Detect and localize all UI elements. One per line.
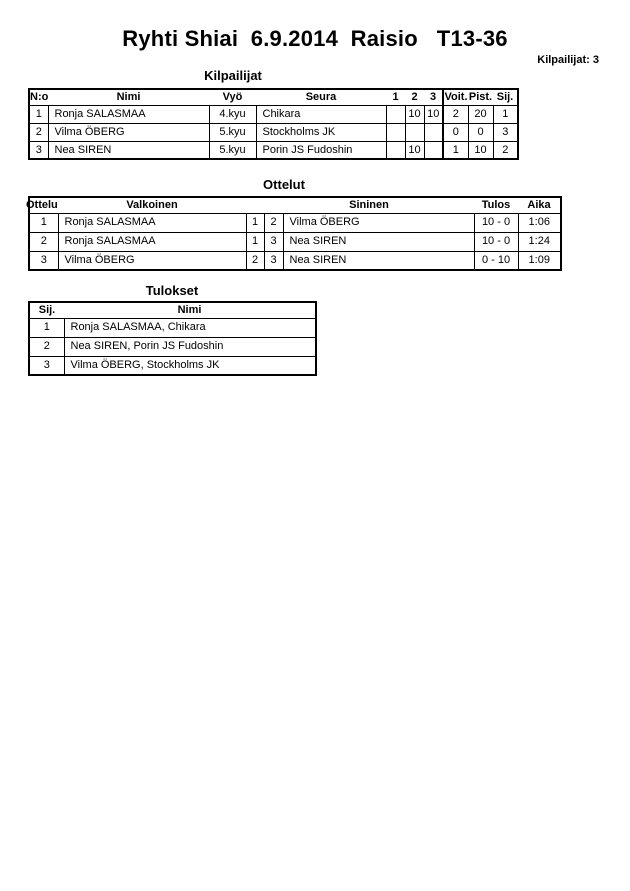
ottelut-header-row [29, 197, 561, 213]
competitor-belt: 4.kyu [209, 105, 256, 123]
competitor-place: 1 [493, 105, 518, 123]
white-number: 1 [246, 213, 264, 232]
match-score: 10 - 0 [474, 232, 518, 251]
competitor-club: Stockholms JK [256, 123, 386, 141]
result-row [29, 318, 316, 337]
kilpailijat-table [28, 88, 519, 160]
competitor-belt: 5.kyu [209, 123, 256, 141]
match-number: 3 [29, 251, 58, 270]
competitor-points: 20 [468, 105, 493, 123]
match-score: 10 - 0 [474, 213, 518, 232]
column-header-2: 2 [405, 89, 424, 105]
ottelut-table [28, 196, 562, 271]
column-header-1: 1 [386, 89, 405, 105]
competitor-number: 3 [29, 141, 48, 159]
competitor-name: Ronja SALASMAA [48, 105, 209, 123]
kilpailijat-header-row [29, 89, 518, 105]
result-row [29, 337, 316, 356]
competitor-name: Nea SIREN [48, 141, 209, 159]
column-header-sij: Sij. [493, 89, 518, 105]
match-row [29, 232, 561, 251]
competitor-number: 1 [29, 105, 48, 123]
competitor-score-2: 10 [405, 141, 424, 159]
ottelut-section-heading: Ottelut [263, 177, 305, 192]
column-header-no: N:o [29, 89, 48, 105]
kilpailijat-section-heading: Kilpailijat [204, 68, 262, 83]
column-header-voit: Voit. [443, 89, 468, 105]
column-header-vyo: Vyö [209, 89, 256, 105]
column-header-ottelu-label: Ottelu [26, 199, 58, 212]
match-row [29, 251, 561, 270]
blue-name: Nea SIREN [283, 232, 474, 251]
match-number: 1 [29, 213, 58, 232]
result-name: Nea SIREN, Porin JS Fudoshin [64, 337, 316, 356]
column-header-nimi: Nimi [64, 302, 316, 318]
competitor-wins: 1 [443, 141, 468, 159]
column-header-seura: Seura [256, 89, 386, 105]
match-time: 1:24 [518, 232, 561, 251]
column-header-nimi: Nimi [48, 89, 209, 105]
competitor-score-2: 10 [405, 105, 424, 123]
result-name: Vilma ÖBERG, Stockholms JK [64, 356, 316, 375]
column-header-spacer [246, 197, 264, 213]
blue-name: Nea SIREN [283, 251, 474, 270]
competitor-row [29, 123, 518, 141]
blue-number: 3 [264, 251, 283, 270]
competitor-name: Vilma ÖBERG [48, 123, 209, 141]
competitor-score-1 [386, 141, 405, 159]
competitor-score-3 [424, 123, 443, 141]
white-name: Ronja SALASMAA [58, 213, 246, 232]
competitor-wins: 2 [443, 105, 468, 123]
tulokset-header-row [29, 302, 316, 318]
competitor-number: 2 [29, 123, 48, 141]
tulokset-section-heading: Tulokset [145, 283, 199, 298]
blue-number: 3 [264, 232, 283, 251]
white-name: Vilma ÖBERG [58, 251, 246, 270]
competitor-row [29, 105, 518, 123]
result-place: 1 [29, 318, 64, 337]
match-number: 2 [29, 232, 58, 251]
competitor-score-1 [386, 105, 405, 123]
competitor-score-3: 10 [424, 105, 443, 123]
competitor-belt: 5.kyu [209, 141, 256, 159]
competitor-place: 2 [493, 141, 518, 159]
match-row [29, 213, 561, 232]
competitor-row [29, 141, 518, 159]
column-header-sininen: Sininen [264, 197, 474, 213]
column-header-tulos: Tulos [474, 197, 518, 213]
column-header-sij: Sij. [29, 302, 64, 318]
blue-number: 2 [264, 213, 283, 232]
competitor-wins: 0 [443, 123, 468, 141]
match-time: 1:09 [518, 251, 561, 270]
white-name: Ronja SALASMAA [58, 232, 246, 251]
competitor-score-3 [424, 141, 443, 159]
tulokset-table [28, 301, 317, 376]
match-score: 0 - 10 [474, 251, 518, 270]
competitor-points: 0 [468, 123, 493, 141]
competitors-count-label: Kilpailijat: 3 [537, 54, 599, 66]
result-name: Ronja SALASMAA, Chikara [64, 318, 316, 337]
column-header-ottelu [26, 197, 58, 213]
blue-name: Vilma ÖBERG [283, 213, 474, 232]
column-header-aika: Aika [518, 197, 561, 213]
column-header-valkoinen: Valkoinen [58, 197, 246, 213]
competitor-club: Porin JS Fudoshin [256, 141, 386, 159]
column-header-pist: Pist. [468, 89, 493, 105]
competitor-points: 10 [468, 141, 493, 159]
column-header-3: 3 [424, 89, 443, 105]
result-place: 2 [29, 337, 64, 356]
competitor-place: 3 [493, 123, 518, 141]
page-title: Ryhti Shiai 6.9.2014 Raisio T13-36 [122, 26, 508, 51]
white-number: 2 [246, 251, 264, 270]
match-time: 1:06 [518, 213, 561, 232]
result-place: 3 [29, 356, 64, 375]
competitor-score-1 [386, 123, 405, 141]
competitor-score-2 [405, 123, 424, 141]
white-number: 1 [246, 232, 264, 251]
result-row [29, 356, 316, 375]
competitor-club: Chikara [256, 105, 386, 123]
